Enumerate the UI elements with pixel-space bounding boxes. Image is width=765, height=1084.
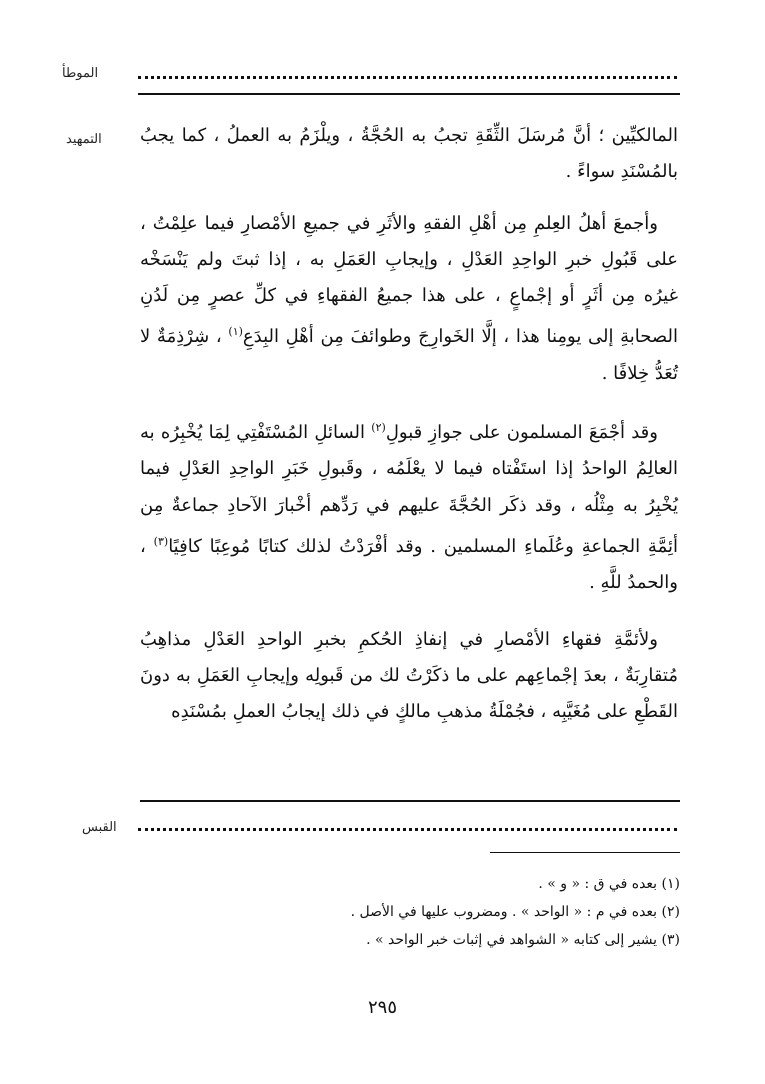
section-label: التمهيد bbox=[66, 132, 102, 147]
paragraph-1-text: المالكيِّين ؛ أنَّ مُرسَلَ الثِّقَةِ تجبُ به الحُجَّةُ ، ويلْزَمُ به العملُ ، كما يجبُ بالمُسْنَدِ سواءً . bbox=[140, 125, 678, 183]
main-text-block bbox=[140, 118, 678, 730]
paragraph-4-text: ولأئمَّةِ فقهاءِ الأمْصارِ في إنفاذِ الحُكمِ بخبرِ الواحدِ العَدْلِ مذاهِبُ مُتقارِبَةٌ ، بعدَ إجْماعِهم على ما ذكَرْتُ لك من قَبولِه وإيجابِ العَمَلِ به دونَ القَطْعِ على مُغَيَّبِه ، فجُمْلَةُ مذهبِ مالكٍ في ذلك إيجابُ العملِ بمُسْنَدِه bbox=[140, 628, 678, 723]
lower-rule bbox=[140, 800, 680, 802]
header-dotted-line bbox=[138, 66, 677, 79]
paragraph-3 bbox=[140, 410, 678, 601]
paragraph-4 bbox=[140, 622, 678, 731]
paragraph-1 bbox=[140, 118, 678, 191]
book-title-label: الموطأ bbox=[62, 66, 99, 81]
paragraph-2-text: وأجمعَ أهلُ العِلمِ مِن أهْلِ الفقهِ والأثَرِ في جميعِ الأمْصارِ فيما علِمْتُ ، على قَبُولِ خبرِ الواحِدِ العَدْلِ ، وإيجابِ العَمَلِ به ، إذا ثبتَ ولم يَنْسَخْه غيرُه مِن أثَرٍ أو إجْماعٍ ، على هذا جميعُ الفقهاءِ في كلِّ عصرٍ مِن لَدُنِ الصحابةِ إلى يومِنا هذا ، إلَّا الخَوارِجَ وطوائفَ مِن أهْلِ البِدَعِ bbox=[140, 212, 678, 348]
paragraph-2 bbox=[140, 206, 678, 392]
footnote-marker-3: (٣) bbox=[153, 534, 169, 548]
paragraph-2-tail: ، شِرْذِمَةٌ لا تُعَدُّ خِلافًا . bbox=[140, 326, 678, 384]
footnotes bbox=[180, 870, 680, 954]
paragraph-3-body: السائلِ المُسْتَفْتِي لِمَا يُخْبِرُه به العالِمُ الواحدُ إذا استَفْتاه فيما لا يعْلَمُه ، وقَبولِ خَبَرِ الواحِدِ العَدْلِ فيما يُخْبِرُ به مِثْلُه ، وقد ذكَر الحُجَّةَ عليهم في رَدِّهم أخْبارَ الآحادِ جماعةٌ مِن أئِمَّةِ الجماعةِ وعُلَماءِ المسلمين . وقد أفْرَدْتُ لذلك كتابًا مُوعِبًا كافِيًا bbox=[140, 422, 678, 557]
footnote-1: (١) بعده في ق : « و » . bbox=[538, 876, 680, 892]
paragraph-3-tail: ، والحمدُ للَّهِ . bbox=[140, 535, 678, 594]
footnote-marker-1: (١) bbox=[228, 325, 243, 339]
footnote-marker-2: (٢) bbox=[371, 421, 386, 435]
footnote-separator bbox=[490, 852, 680, 853]
page-number: ٢٩٥ bbox=[367, 997, 397, 1018]
lower-margin-label: القبس bbox=[82, 820, 117, 835]
lower-dotted-line bbox=[138, 818, 677, 831]
header-rule bbox=[138, 93, 680, 95]
paragraph-3-text: وقد أجْمَعَ المسلمون على جوازِ قبولِ bbox=[385, 422, 658, 444]
footnote-3: (٣) يشير إلى كتابه « الشواهد في إثبات خبر الواحد » . bbox=[366, 932, 680, 948]
footnote-2: (٢) بعده في م : « الواحد » . ومضروب عليها في الأصل . bbox=[350, 904, 680, 920]
